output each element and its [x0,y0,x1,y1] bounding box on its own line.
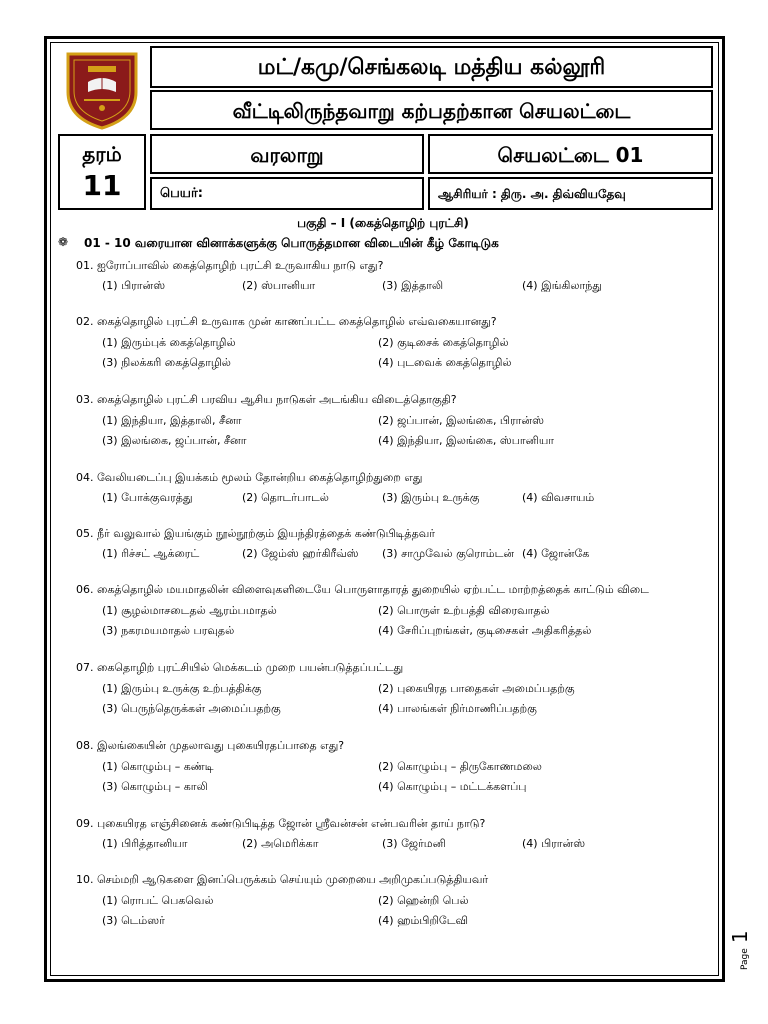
answer-option[interactable]: (1) ரிச்சட் ஆக்ரைட் [102,547,200,560]
question-stem: 03. கைத்தொழில் புரட்சி பரவிய ஆசிய நாடுகள் அடங்கிய விடைத்தொகுதி? [76,393,457,406]
answer-option[interactable]: (2) ஜேம்ஸ் ஹர்கிரீவ்ஸ் [242,547,359,560]
grade-label: தரம் [82,142,122,166]
answer-option[interactable]: (1) போக்குவரத்து [102,491,193,504]
answer-option[interactable]: (1) ரொபட் பெகவெல் [102,894,214,907]
question-09 [76,816,708,853]
answer-option[interactable]: (2) கொழும்பு – திருகோணமலை [378,760,542,773]
answer-option[interactable]: (1) இந்தியா, இத்தாலி, சீனா [102,414,242,427]
question-04 [76,470,708,507]
answer-option[interactable]: (3) டெம்ஸர் [102,914,165,927]
question-stem: 10. செம்மறி ஆடுகளை இனப்பெருக்கம் செய்யும் முறையை அறிமுகப்படுத்தியவர் [76,873,489,886]
answer-option[interactable]: (4) விவசாயம் [522,491,595,504]
answer-option[interactable]: (2) அமெரிக்கா [242,837,319,850]
answer-option[interactable]: (2) குடிசைக் கைத்தொழில் [378,336,509,349]
answer-option[interactable]: (3) இத்தாலி [382,279,444,292]
question-03 [76,392,708,451]
answer-option[interactable]: (4) இந்தியா, இலங்கை, ஸ்பானியா [378,434,555,447]
instruction-text: 01 - 10 வரையான வினாக்களுக்கு பொருத்தமான விடையின் கீழ் கோடிடுக [84,236,499,250]
answer-option[interactable]: (3) இரும்பு உருக்கு [382,491,480,504]
school-crest-logo [58,48,146,130]
answer-option[interactable]: (1) இரும்பு உருக்கு உற்பத்திக்கு [102,682,262,695]
answer-option[interactable]: (4) புடவைக் கைத்தொழில் [378,356,512,369]
answer-option[interactable]: (1) பிரான்ஸ் [102,279,166,292]
worksheet-type-title: வீட்டிலிருந்தவாறு கற்பதற்கான செயலட்டை [150,90,713,130]
answer-option[interactable]: (1) சூழல்மாசடைதல் ஆரம்பமாதல் [102,604,277,617]
answer-option[interactable]: (2) ஜப்பான், இலங்கை, பிரான்ஸ் [378,414,544,427]
question-stem: 05. நீர் வலுவால் இயங்கும் நூல்நூற்கும் இயந்திரத்தைக் கண்டுபிடித்தவர் [76,527,436,540]
question-stem: 08. இலங்கையின் முதலாவது புகையிரதப்பாதை எது? [76,739,345,752]
grade-number: 11 [82,169,122,202]
question-10 [76,872,708,931]
answer-option[interactable]: (3) ஜேர்மனி [382,837,446,850]
question-05 [76,526,708,563]
page-number [728,930,750,970]
answer-option[interactable]: (2) தொடர்பாடல் [242,491,329,504]
page-label: Page [740,948,750,970]
question-06 [76,582,708,641]
answer-option[interactable]: (3) நகரமயமாதல் பரவுதல் [102,624,235,637]
section-title: பகுதி – I (கைத்தொழிற் புரட்சி) [297,216,469,230]
question-stem: 07. கைதொழிற் புரட்சியில் மெக்கடம் முறை பயன்படுத்தப்பட்டது [76,661,404,674]
question-stem: 06. கைத்தொழில் மயமாதலின் விளைவுகளிடையே பொருளாதாரத் துறையில் ஏற்பட்ட மாற்றத்தைக் காட்டும் விடை [76,583,649,596]
question-stem: 09. புகையிரத எஞ்சினைக் கண்டுபிடித்த ஜோன் ஸ்ரீவன்சன் என்பவரின் தாய் நாடு? [76,817,486,830]
question-stem: 01. ஐரோப்பாவில் கைத்தொழிற் புரட்சி உருவாகிய நாடு எது? [76,259,384,272]
worksheet-number: செயலட்டை 01 [428,134,713,174]
bullet-icon: ❁ [58,235,69,249]
answer-option[interactable]: (3) சாமுவேல் குரொம்டன் [382,547,515,560]
answer-option[interactable]: (4) இங்கிலாந்து [522,279,602,292]
answer-option[interactable]: (3) கொழும்பு – காலி [102,780,208,793]
answer-option[interactable]: (4) கொழும்பு – மட்டக்களப்பு [378,780,527,793]
answer-option[interactable]: (4) பாலங்கள் நிர்மாணிப்பதற்கு [378,702,537,715]
question-stem: 04. வேலியடைப்பு இயக்கம் மூலம் தோன்றிய கைத்தொழிற்துறை எது [76,471,423,484]
answer-option[interactable]: (4) சேரிப்புறங்கள், குடிசைகள் அதிகரித்தல் [378,624,592,637]
answer-option[interactable]: (2) பொருள் உற்பத்தி விரைவாதல் [378,604,550,617]
instruction [58,236,708,252]
answer-option[interactable]: (2) ஸ்பானியா [242,279,316,292]
question-02 [76,314,708,373]
school-name-title: மட்/கமு/செங்கலடி மத்திய கல்லூரி [150,46,713,88]
answer-option[interactable]: (1) பிரித்தானியா [102,837,188,850]
answer-option[interactable]: (2) புகையிரத பாதைகள் அமைப்பதற்கு [378,682,575,695]
answer-option[interactable]: (1) இரும்புக் கைத்தொழில் [102,336,236,349]
question-stem: 02. கைத்தொழில் புரட்சி உருவாக முன் காணப்பட்ட கைத்தொழில் எவ்வகையானது? [76,315,497,328]
answer-option[interactable]: (3) பெருந்தெருக்கள் அமைப்பதற்கு [102,702,281,715]
answer-option[interactable]: (3) நிலக்கரி கைத்தொழில் [102,356,231,369]
question-01 [76,258,708,295]
teacher-name: ஆசிரியர் : திரு. அ. திவ்வியதேவு [428,177,713,210]
answer-option[interactable]: (2) ஹென்றி பெல் [378,894,469,907]
student-name-field[interactable]: பெயர்: [150,177,424,210]
worksheet-content [58,216,708,931]
answer-option[interactable]: (3) இலங்கை, ஜப்பான், சீனா [102,434,247,447]
answer-option[interactable]: (1) கொழும்பு – கண்டி [102,760,214,773]
subject-title: வரலாறு [150,134,424,174]
answer-option[interactable]: (4) ஹம்பிறிடேவி [378,914,468,927]
answer-option[interactable]: (4) பிரான்ஸ் [522,837,586,850]
answer-option[interactable]: (4) ஜோன்கே [522,547,590,560]
page-number-value: 1 [728,930,752,944]
grade-box [58,134,146,210]
question-07 [76,660,708,719]
question-08 [76,738,708,797]
